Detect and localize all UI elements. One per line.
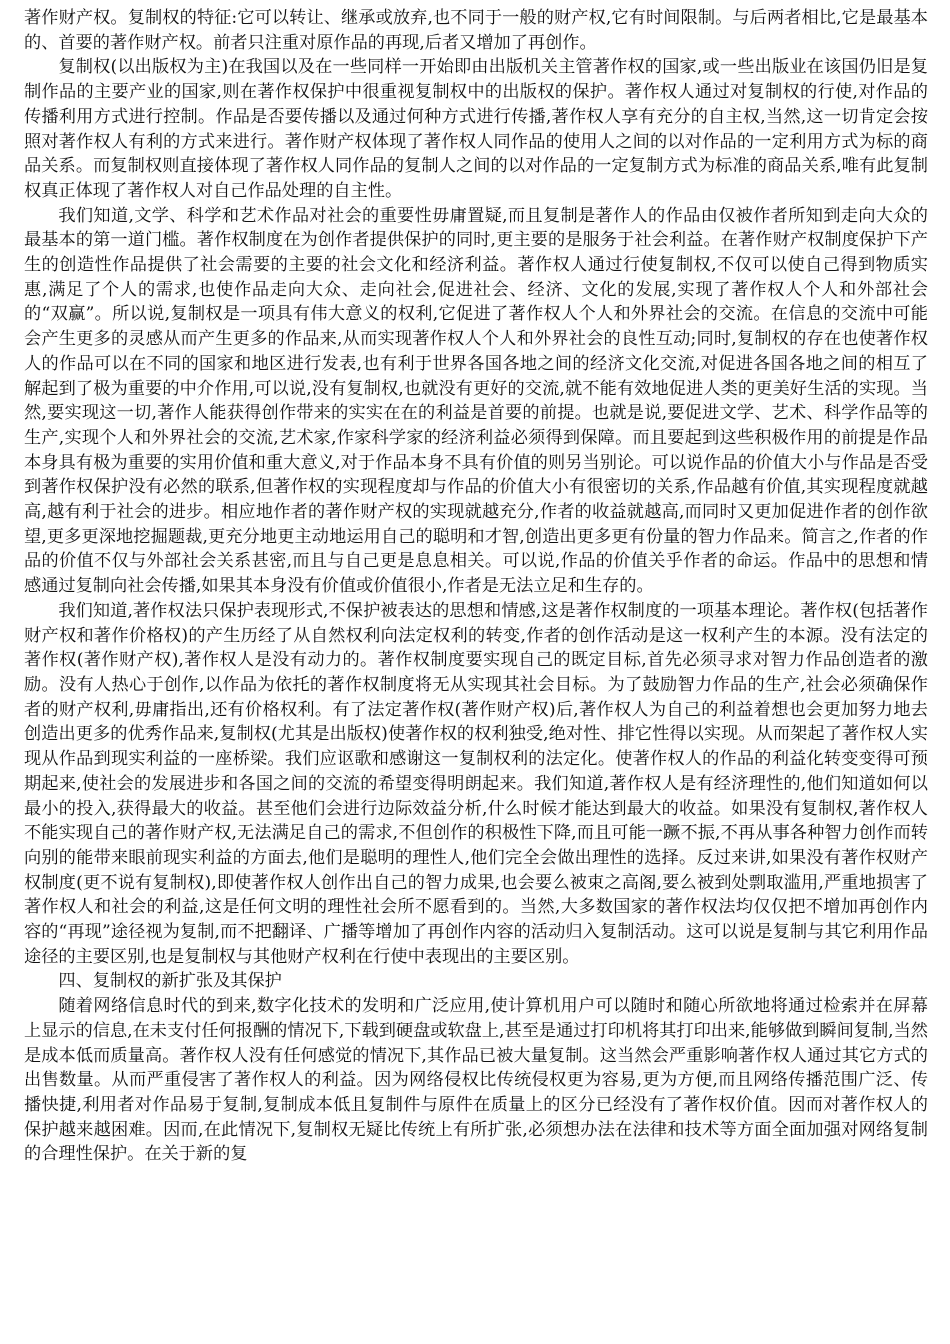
paragraph-social-value: 我们知道,文学、科学和艺术作品对社会的重要性毋庸置疑,而且复制是著作人的作品由仅被作者所知到走向大众的最基本的第一道门槛。著作权制度在为创作者提供保护的同时,更主要的是服务于社会利益。在著作财产权制度保护下产生的创造性作品提供了社会需要的主要的社会文化和经济利益。著作权人通过行使复制权,不仅可以使自己得到物质实惠,满足了个人的需求,也使作品走向大众、走向社会,促进社会、经济、文化的发展,实现了著作权人个人和外部社会的“双赢”。所以说,复制权是一项具有伟大意义的权利,它促进了著作权人个人和外界社会的交流。在信息的交流中可能会产生更多的灵感从而产生更多的作品来,从而实现著作权人个人和外界社会的良性互动;同时,复制权的存在也使著作权人的作品可以在不同的国家和地区进行发表,也有利于世界各国各地之间的经济文化交流,对促进各国各地之间的相互了解起到了极为重要的中介作用,可以说,没有复制权,也就没有更好的交流,就不能有效地促进人类的更美好生活的实现。当然,要实现这一切,著作人能获得创作带来的实实在在的利益是首要的前提。也就是说,要促进文学、艺术、科学作品等的生产,实现个人和外界社会的交流,艺术家,作家科学家的经济利益必须得到保障。而且要起到这些积极作用的前提是作品本身具有极为重要的实用价值和重大意义,对于作品本身不具有价值的则另当别论。可以说作品的价值大小与作品是否受到著作权保护没有必然的联系,但著作权的实现程度却与作品的价值大小有很密切的关系,作品越有价值,其实现程度就越高,越有利于社会的进步。相应地作者的著作财产权的实现就越充分,作者的收益就越高,而同时又更加促进作者的创作欲望,更多更深地挖掘题裁,更充分地更主动地运用自己的聪明和才智,创造出更多更有份量的智力作品来。简言之,作者的作品的价值不仅与外部社会关系甚密,而且与自己更是息息相关。可以说,作品的价值关乎作者的命运。作品中的思想和情感通过复制向社会传播,如果其本身没有价值或价值很小,作者是无法立足和生存的。 (24, 205, 928, 597)
paragraph-continuation: 著作财产权。复制权的特征:它可以转让、继承或放弃,也不同于一般的财产权,它有时间限制。与后两者相比,它是最基本的、首要的著作财产权。前者只注重对原作品的再现,后者又增加了再创作。 (24, 8, 928, 53)
section-heading: 四、复制权的新扩张及其保护 (58, 971, 282, 992)
paragraph-legal-theory: 我们知道,著作权法只保护表现形式,不保护被表达的思想和情感,这是著作权制度的一项基本理论。著作权(包括著作财产权和著作价格权)的产生历经了从自然权利向法定权利的转变,作者的创作活动是这一权利产生的本源。没有法定的著作权(著作财产权),著作权人是没有动力的。著作权制度要实现自己的既定目标,首先必须寻求对智力作品创造者的激励。没有人热心于创作,以作品为依托的著作权制度将无从实现其社会目标。为了鼓励智力作品的生产,社会必须确保作者的财产权利,毋庸指出,还有价格权利。有了法定著作权(著作财产权)后,著作权人为自己的利益着想也会更加努力地去创造出更多的优秀作品来,复制权(尤其是出版权)使著作权的权利独受,绝对性、排它性得以实现。从而架起了著作权人实现从作品到现实利益的一座桥梁。我们应讴歌和感谢这一复制权利的法定化。使著作权人的作品的利益化转变变得可预期起来,使社会的发展进步和各国之间的交流的希望变得明朗起来。我们知道,著作权人是有经济理性的,他们知道如何以最小的投入,获得最大的收益。甚至他们会进行边际效益分析,什么时候才能达到最大的收益。如果没有复制权,著作权人不能实现自己的著作财产权,无法满足自己的需求,不但创作的积极性下降,而且可能一蹶不振,不再从事各种智力创作而转向别的能带来眼前现实利益的方面去,他们是聪明的理性人,他们完全会做出理性的选择。反过来讲,如果没有著作权财产权制度(更不说有复制权),即使著作权人创作出自己的智力成果,也会要么被束之高阁,要么被到处剽取滥用,严重地损害了著作权人和社会的利益,这是任何文明的理性社会所不愿看到的。当然,大多数国家的著作权法均仅仅把不增加再创作内容的“再现”途径视为复制,而不把翻译、广播等增加了再创作内容的活动归入复制活动。这可以说是复制与其它利用作品途径的主要区别,也是复制权与其他财产权利在行使中表现出的主要区别。 (24, 600, 928, 967)
paragraph-network-era: 随着网络信息时代的到来,数字化技术的发明和广泛应用,使计算机用户可以随时和随心所欲地将通过检索并在屏幕上显示的信息,在未支付任何报酬的情况下,下载到硬盘或软盘上,甚至是通过打印机将其打印出来,能够做到瞬间复制,当然是成本低而质量高。著作权人没有任何感觉的情况下,其作品已被大量复制。这当然会严重影响著作权人通过其它方式的出售数量。从而严重侵害了著作权人的利益。因为网络侵权比传统侵权更为容易,更为方便,而且网络传播范围广泛、传播快捷,利用者对作品易于复制,复制成本低且复制件与原件在质量上的区分已经没有了著作权价值。因而对著作权人的保护越来越困难。因而,在此情况下,复制权无疑比传统上有所扩张,必须想办法在法律和技术等方面全面加强对网络复制的合理性保护。在关于新的复 (24, 996, 928, 1165)
paragraph-reproduction-right: 复制权(以出版权为主)在我国以及在一些同样一开始即由出版机关主管著作权的国家,或一些出版业在该国仍旧是复制作品的主要产业的国家,则在著作权保护中很重视复制权中的出版权的保护。著作权人通过对复制权的行使,对作品的传播利用方式进行控制。作品是否要传播以及通过何种方式进行传播,著作权人享有充分的自主权,当然,这一切肯定会按照对著作权人有利的方式来进行。著作财产权体现了著作权人同作品的使用人之间的以对作品的一定利用方式为标的商品关系。而复制权则直接体现了著作权人同作品的复制人之间的以对作品的一定复制方式为标准的商品关系,唯有此复制权真正体现了著作权人对自己作品处理的自主性。 (24, 57, 928, 201)
